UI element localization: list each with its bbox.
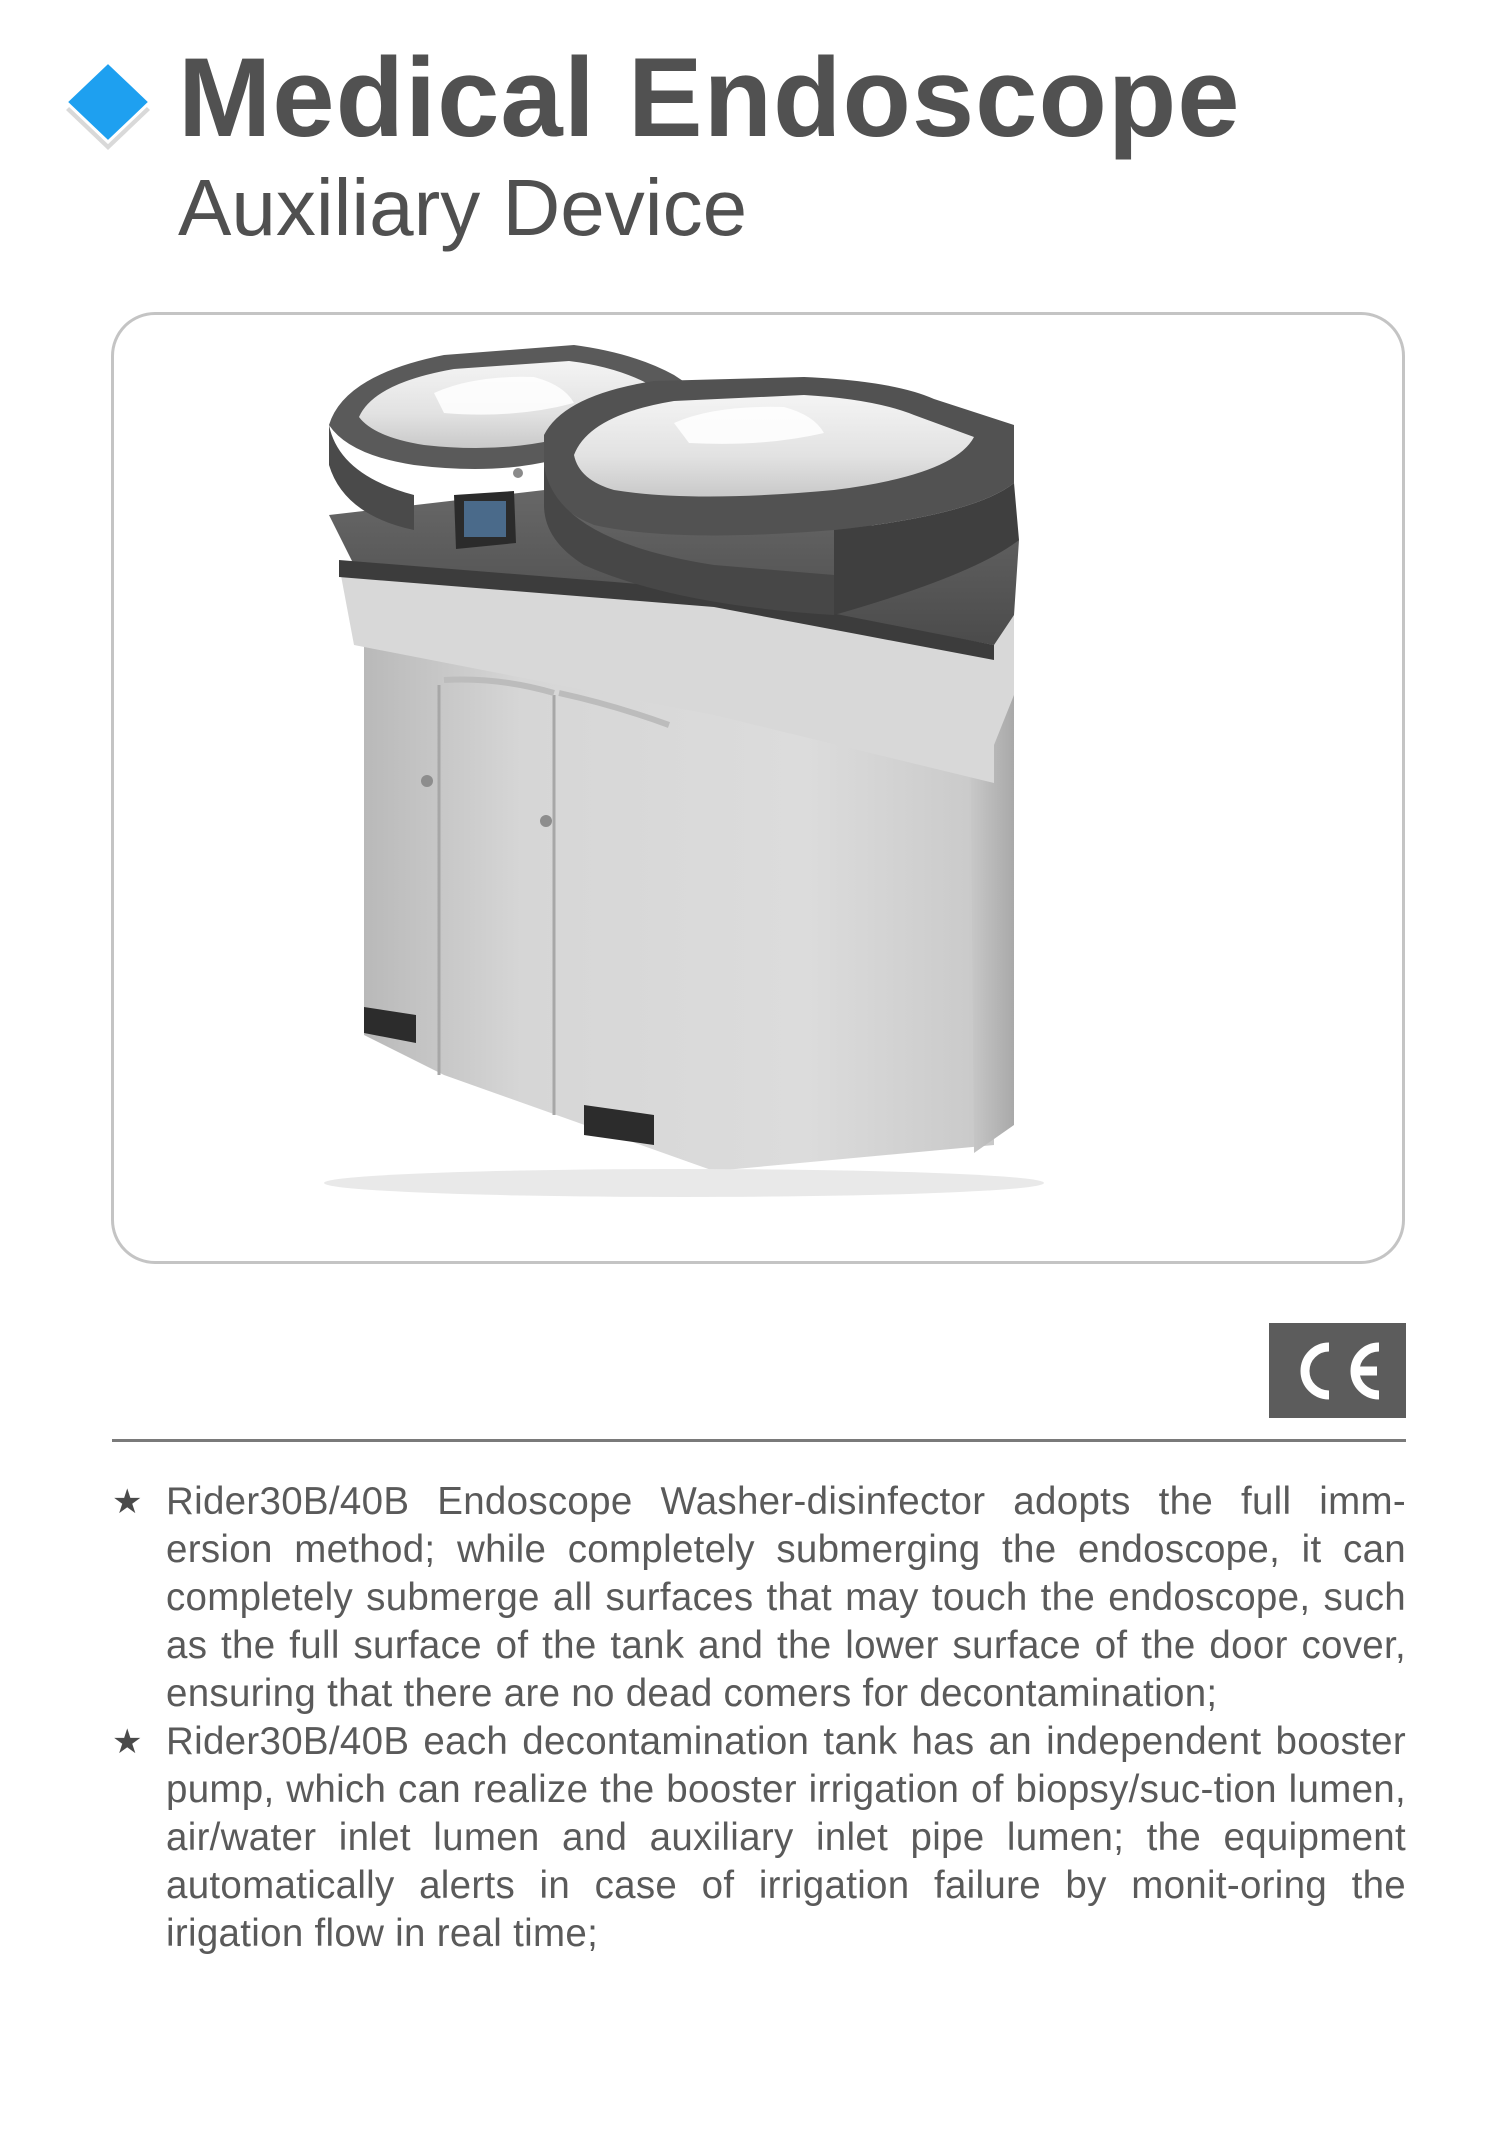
page-title: Medical Endoscope [178,35,1241,160]
page-subtitle: Auxiliary Device [178,163,748,252]
star-bullet-icon: ★ [112,1482,143,1522]
feature-text: Rider30B/40B Endoscope Washer-disinfector adopts the full imm-ersion method; while completely submerging the endoscope, it can completely submerge all surfaces that may touch the endoscope, such as the full surface of the tank and the lower surface of the door cover, ensuring that there are no dead comers for decontamination; [166,1480,1406,1715]
endoscope-washer-disinfector-illustration [114,315,1402,1261]
header [0,0,1512,270]
feature-list [112,1478,1406,1958]
blue-diamond-icon [60,58,156,158]
feature-item [112,1718,1406,1958]
feature-text: Rider30B/40B each decontamination tank has an independent booster pump, which can realize the booster irrigation of biopsy/suc-tion lumen, air/water inlet lumen and auxiliary inlet pipe lumen; the equipment automatically alerts in case of irrigation failure by monit-oring the irigation flow in real time; [166,1720,1406,1955]
section-divider [112,1439,1406,1442]
star-bullet-icon: ★ [112,1722,143,1762]
ce-certification-mark [1269,1323,1406,1418]
ce-logo-icon [1269,1323,1406,1418]
product-image-frame [111,312,1405,1264]
feature-item [112,1478,1406,1718]
